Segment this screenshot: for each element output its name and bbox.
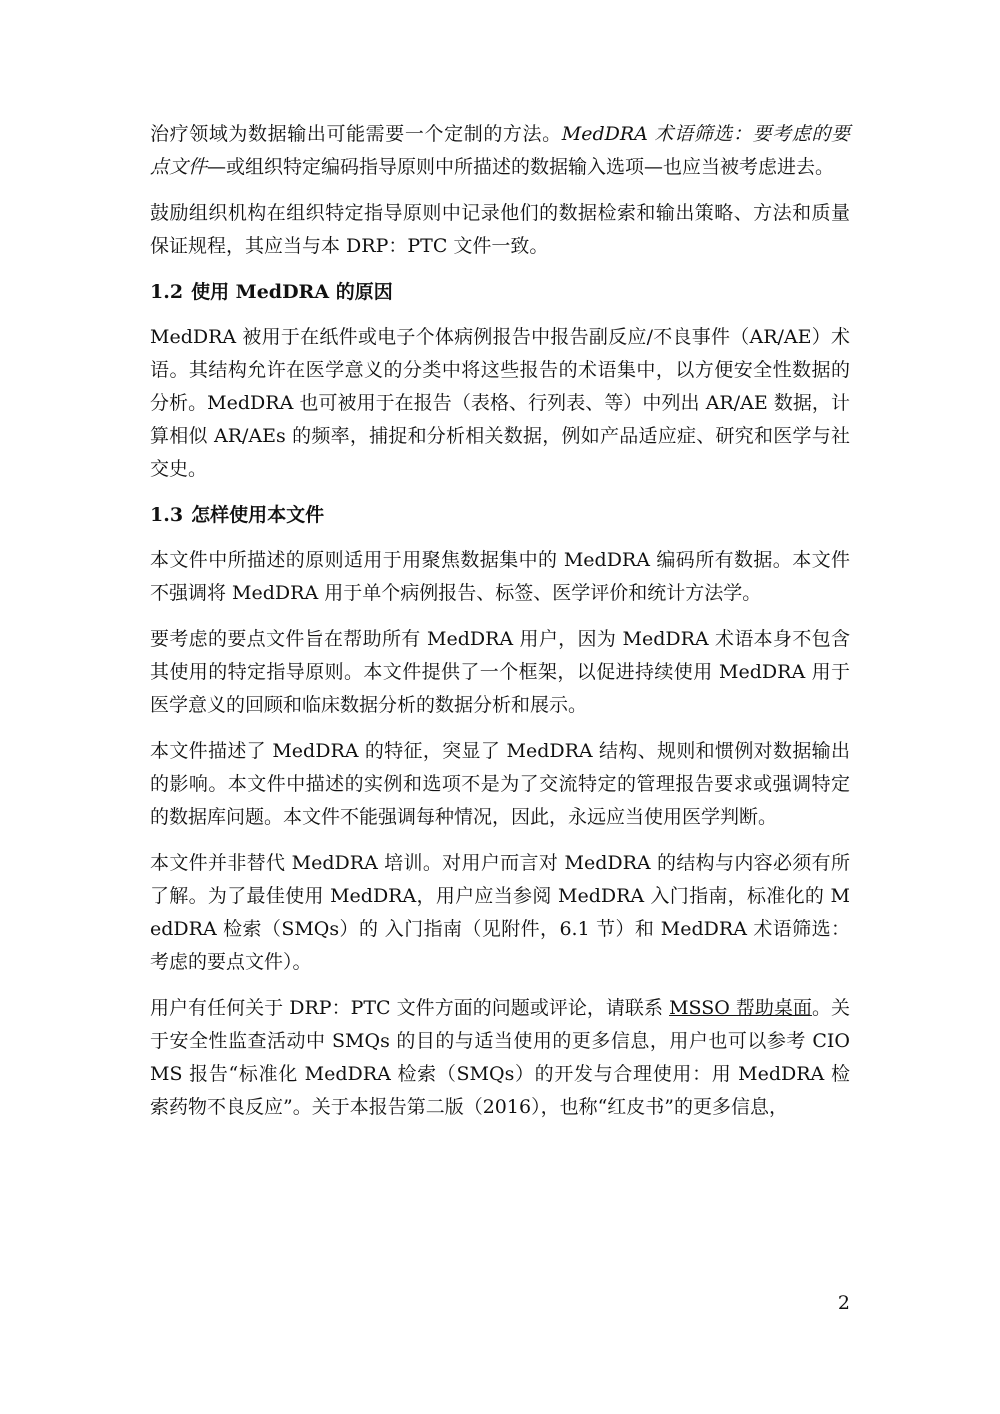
- paragraph-text: —或组织特定编码指导原则中所描述的数据输入选项—也应当被考虑进去。: [207, 156, 835, 178]
- document-page: [150, 118, 850, 1137]
- paragraph-meddra-reasons: MedDRA 被用于在纸件或电子个体病例报告中报告副反应/不良事件（AR/AE）术语。其结构允许在医学意义的分类中将这些报告的术语集中，以方便安全性数据的分析。MedDRA 也可被用于在报告（表格、行列表、等）中列出 AR/AE 数据，计算相似 AR/AEs 的频率，捕捉和分析相关数据，例如产品适应症、研究和医学与社交史。: [150, 326, 850, 480]
- paragraph-organization-guidelines: 鼓励组织机构在组织特定指导原则中记录他们的数据检索和输出策略、方法和质量保证规程，其应当与本 DRP：PTC 文件一致。: [150, 202, 850, 257]
- paragraph-custom-approach: [150, 118, 850, 184]
- section-heading-1-3: [150, 499, 850, 532]
- paragraph-text: 用户有任何关于 DRP：PTC 文件方面的问题或评论，请联系: [150, 997, 670, 1019]
- paragraph-meddra-features: 本文件描述了 MedDRA 的特征，突显了 MedDRA 结构、规则和惯例对数据输出的影响。本文件中描述的实例和选项不是为了交流特定的管理报告要求或强调特定的数据库问题。本文件不能强调每种情况，因此，永远应当使用医学判断。: [150, 740, 850, 828]
- italic-document-title: MedDRA 术语筛选：要考虑的要点文件: [150, 123, 850, 178]
- section-title: 怎样使用本文件: [191, 504, 325, 526]
- paragraph-training: 本文件并非替代 MedDRA 培训。对用户而言对 MedDRA 的结构与内容必须有所了解。为了最佳使用 MedDRA，用户应当参阅 MedDRA 入门指南，标准化的 MedDRA 检索（SMQs）的 入门指南（见附件，6.1 节）和 MedDRA 术语筛选：考虑的要点文件）。: [150, 852, 850, 973]
- section-number: 1.2: [150, 281, 184, 303]
- paragraph-contact: [150, 992, 850, 1124]
- msso-help-desk-link[interactable]: MSSO 帮助桌面: [669, 997, 812, 1019]
- section-number: 1.3: [150, 504, 184, 526]
- paragraph-points-to-consider: 要考虑的要点文件旨在帮助所有 MedDRA 用户，因为 MedDRA 术语本身不包含其使用的特定指导原则。本文件提供了一个框架，以促进持续使用 MedDRA 用于医学意义的回顾和临床数据分析的数据分析和展示。: [150, 628, 850, 716]
- paragraph-text: 。关于安全性监查活动中 SMQs 的目的与适当使用的更多信息，用户也可以参考 CIOMS 报告“标准化 MedDRA 检索（SMQs）的开发与合理使用：用 MedDRA 检索药物不良反应”。关于本报告第二版（2016），也称“红皮书”的更多信息，: [150, 997, 850, 1118]
- paragraph-principles-scope: 本文件中所描述的原则适用于用聚焦数据集中的 MedDRA 编码所有数据。本文件不强调将 MedDRA 用于单个病例报告、标签、医学评价和统计方法学。: [150, 549, 850, 604]
- paragraph-text: 治疗领域为数据输出可能需要一个定制的方法。: [150, 123, 562, 145]
- section-heading-1-2: [150, 276, 850, 309]
- section-title: 使用 MedDRA 的原因: [191, 281, 393, 303]
- page-number: 2: [837, 1292, 850, 1314]
